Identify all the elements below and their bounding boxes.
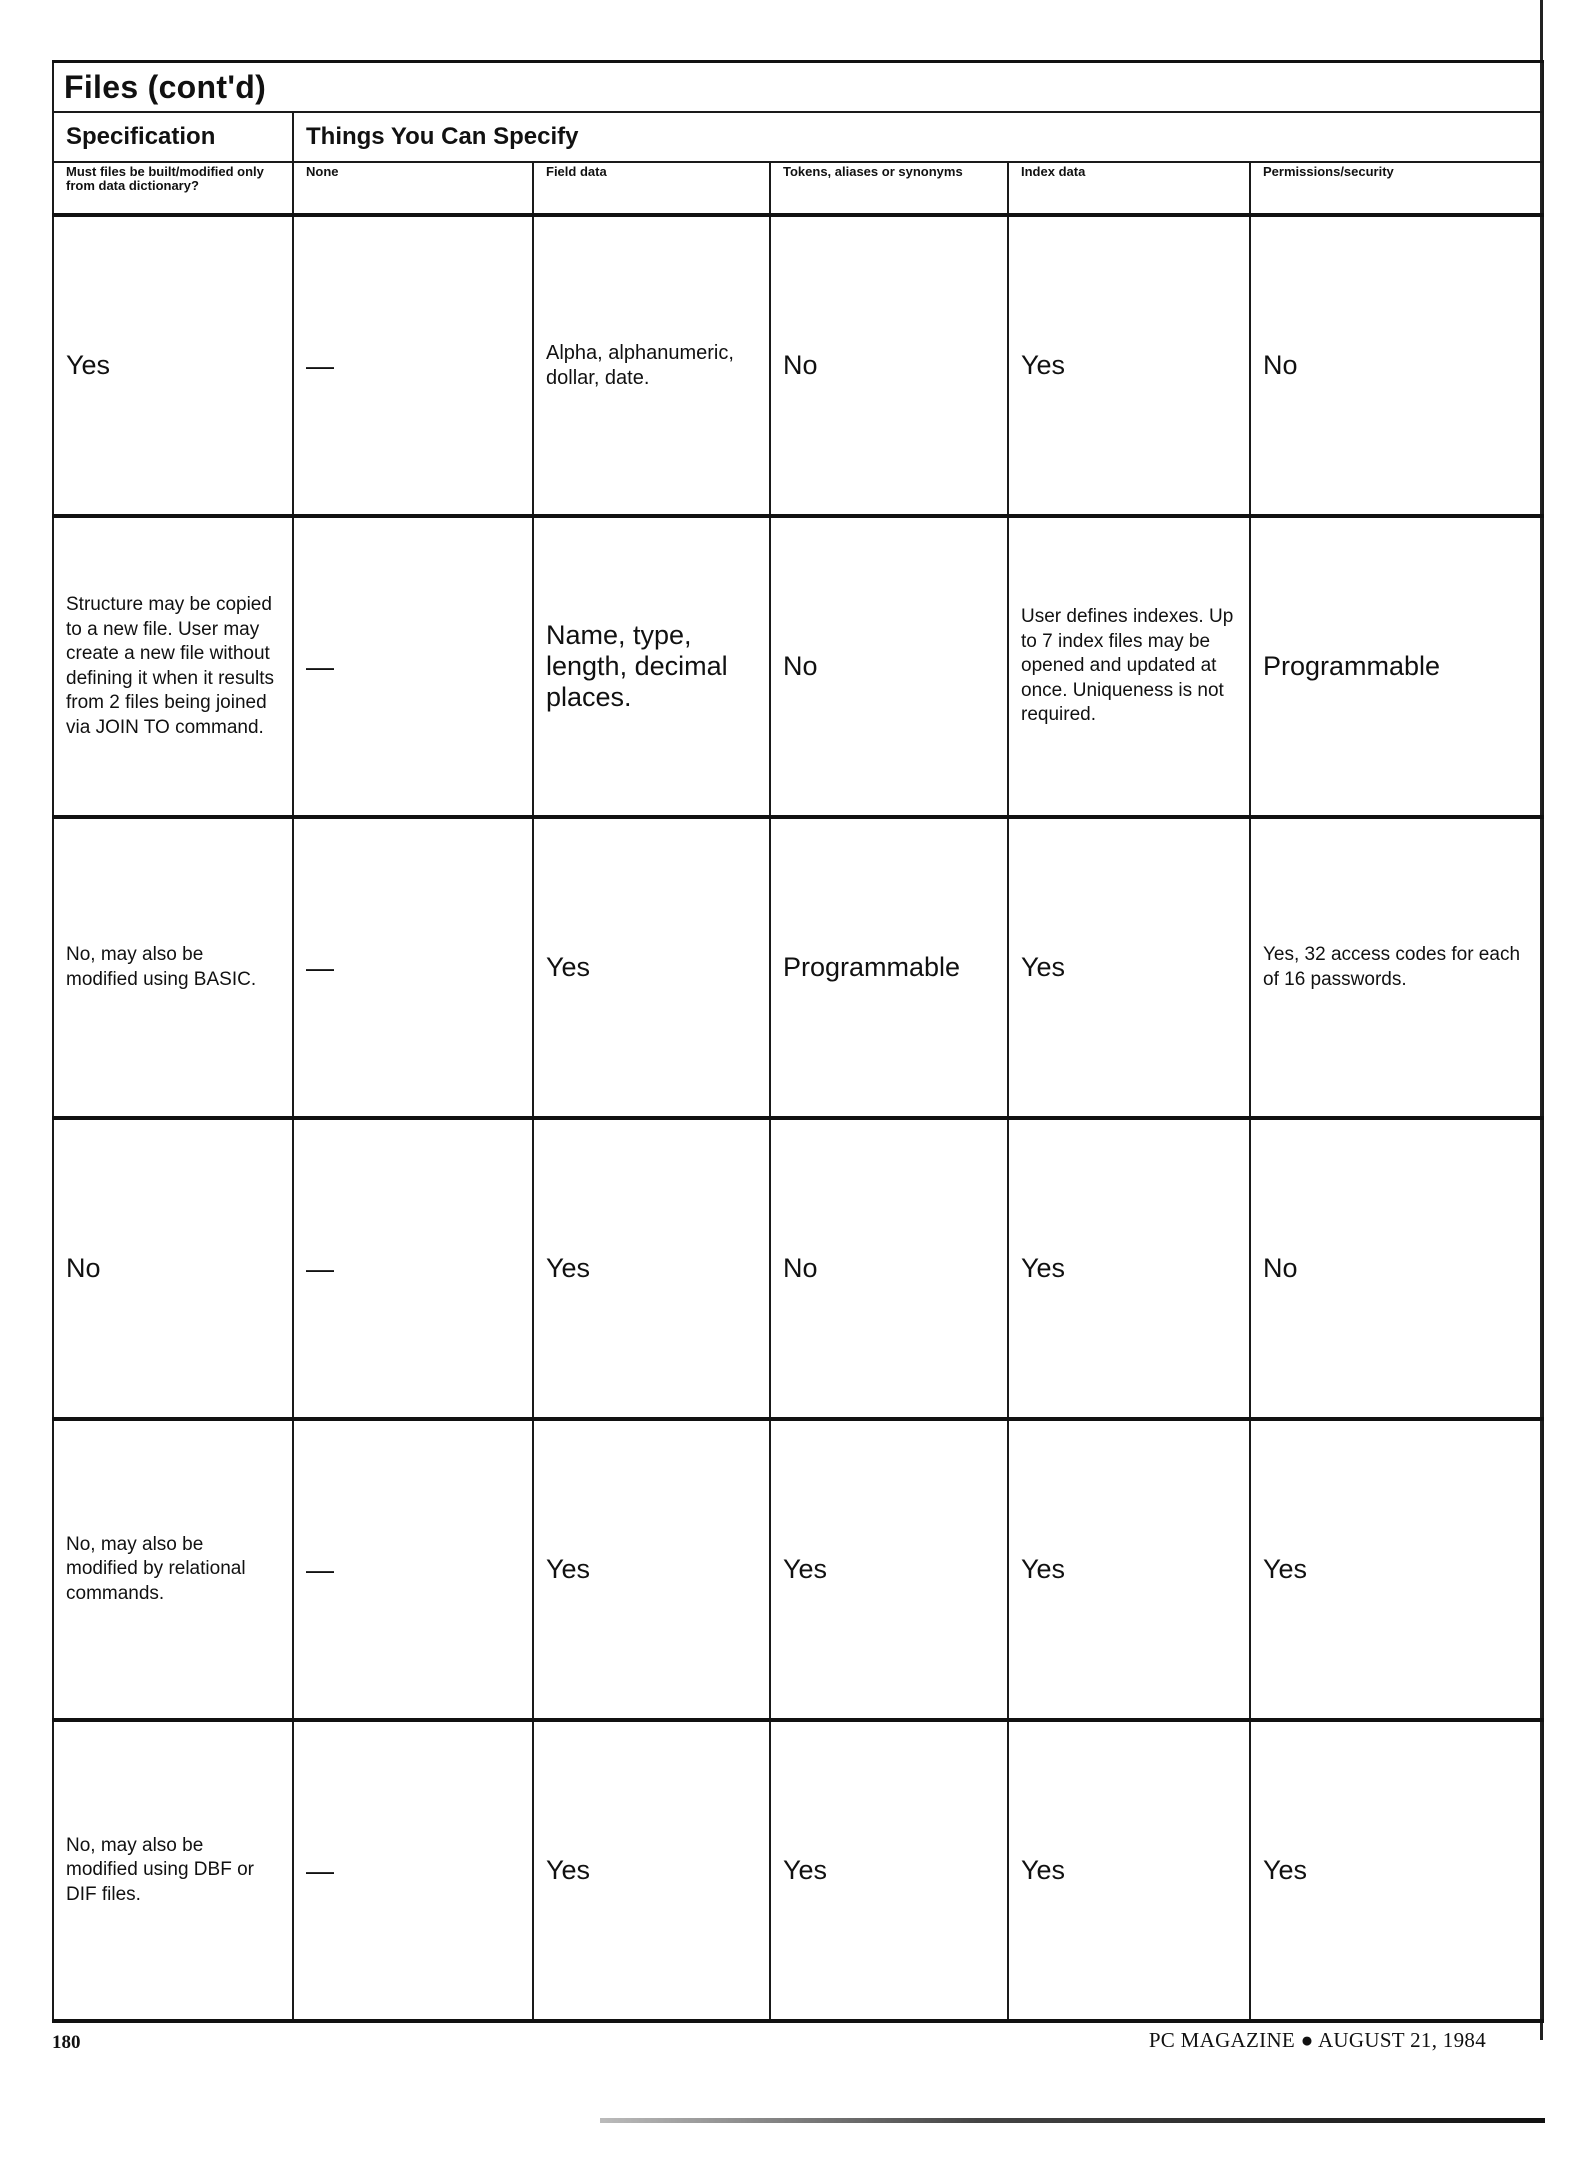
table-cell: Programmable	[1250, 516, 1543, 817]
table-cell: No, may also be modified using DBF or DIF files.	[53, 1720, 293, 2021]
table-row	[53, 516, 1543, 817]
table-cell: No	[770, 516, 1008, 817]
table-cell: —	[293, 215, 533, 516]
table-cell: Yes	[533, 1720, 770, 2021]
table-cell: No, may also be modified using BASIC.	[53, 817, 293, 1118]
table-cell: No	[770, 1118, 1008, 1419]
table-cell: Yes	[533, 817, 770, 1118]
publication-footer: PC MAGAZINE ● AUGUST 21, 1984	[1148, 2028, 1486, 2052]
table-row	[53, 817, 1543, 1118]
table-cell: No, may also be modified by relational commands.	[53, 1419, 293, 1720]
table-cell: Yes	[1008, 215, 1250, 516]
column-header: Field data	[533, 162, 770, 215]
table-cell: Structure may be copied to a new file. User may create a new file without defining it when it results from 2 files being joined via JOIN TO command.	[53, 516, 293, 817]
column-header: Permissions/security	[1250, 162, 1543, 215]
table-cell: Yes	[533, 1419, 770, 1720]
specification-header: Specification	[53, 112, 293, 162]
table-cell: Yes	[1008, 1118, 1250, 1419]
table-cell: —	[293, 1419, 533, 1720]
table-cell: Name, type, length, decimal places.	[533, 516, 770, 817]
table-cell: No	[1250, 215, 1543, 516]
table-cell: Yes	[1008, 817, 1250, 1118]
table-cell: —	[293, 516, 533, 817]
title-row	[53, 62, 1543, 113]
table-cell: User defines indexes. Up to 7 index files may be opened and updated at once. Uniqueness is not required.	[1008, 516, 1250, 817]
table-cell: Yes, 32 access codes for each of 16 passwords.	[1250, 817, 1543, 1118]
table-cell: No	[53, 1118, 293, 1419]
page-number: 180	[52, 2032, 81, 2053]
table-cell: Yes	[1008, 1419, 1250, 1720]
column-header: None	[293, 162, 533, 215]
column-header: Must files be built/modified only from data dictionary?	[53, 162, 293, 215]
table-row	[53, 1118, 1543, 1419]
table-cell: Yes	[53, 215, 293, 516]
table-row	[53, 1419, 1543, 1720]
table-cell: —	[293, 1720, 533, 2021]
table-cell: Yes	[533, 1118, 770, 1419]
table-title: Files (cont'd)	[53, 62, 1543, 113]
table-cell: No	[770, 215, 1008, 516]
table-cell: No	[1250, 1118, 1543, 1419]
column-header: Index data	[1008, 162, 1250, 215]
table-row	[53, 215, 1543, 516]
bottom-rule	[600, 2118, 1545, 2123]
files-spec-table	[52, 60, 1544, 2023]
table-cell: Yes	[1250, 1720, 1543, 2021]
table-cell: Yes	[1008, 1720, 1250, 2021]
table-cell: —	[293, 1118, 533, 1419]
table-cell: Yes	[770, 1720, 1008, 2021]
subheader-row	[53, 162, 1543, 215]
table-cell: Yes	[770, 1419, 1008, 1720]
table-row	[53, 1720, 1543, 2021]
table-cell: Yes	[1250, 1419, 1543, 1720]
table-cell: —	[293, 817, 533, 1118]
things-you-can-specify-header: Things You Can Specify	[293, 112, 1543, 162]
header-row	[53, 112, 1543, 162]
column-header: Tokens, aliases or synonyms	[770, 162, 1008, 215]
table-cell: Programmable	[770, 817, 1008, 1118]
table-cell: Alpha, alphanumeric, dollar, date.	[533, 215, 770, 516]
